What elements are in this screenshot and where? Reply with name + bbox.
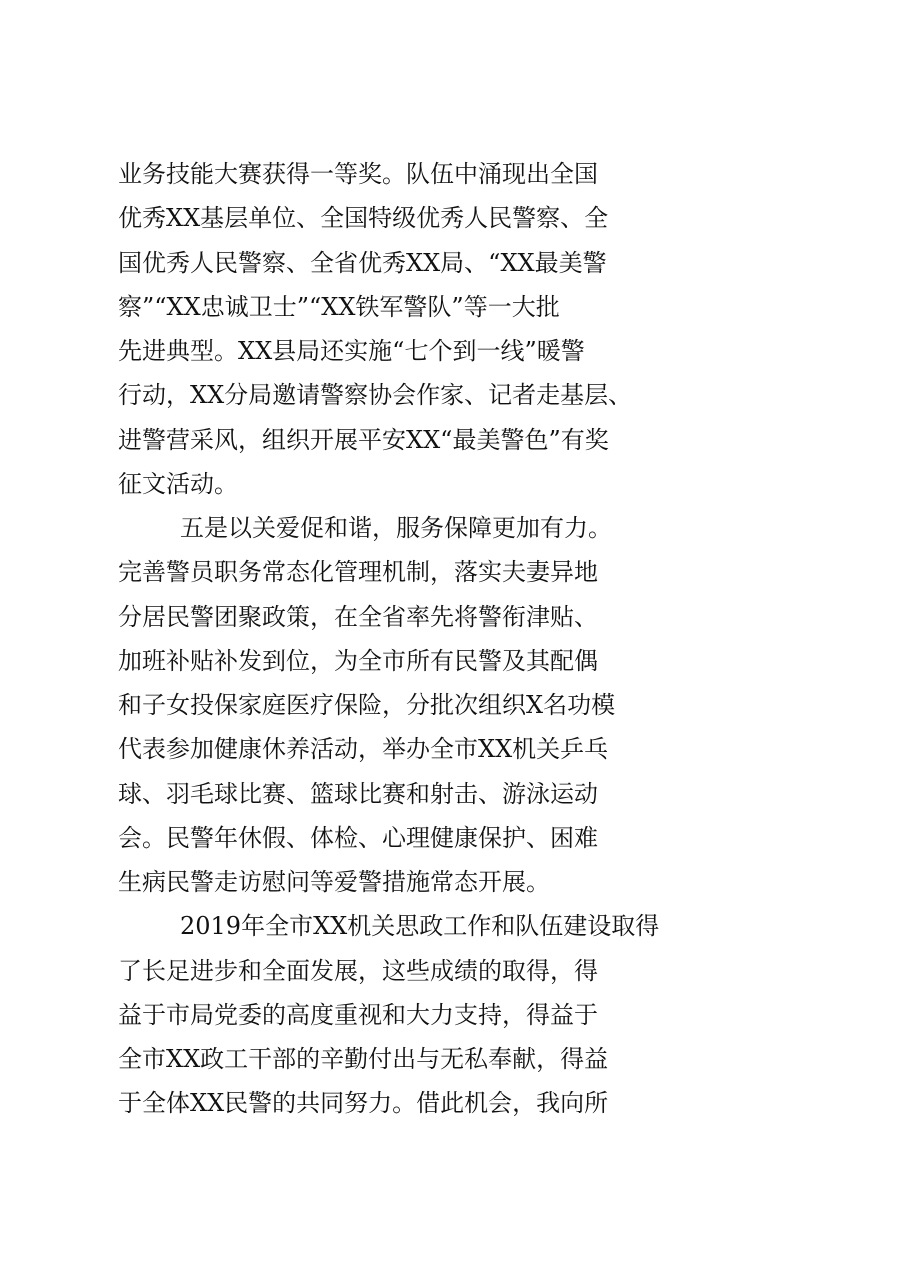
- text-line: 行动，XX分局邀请警察协会作家、记者走基层、: [118, 381, 633, 410]
- text-line: 代表参加健康休养活动，举办全市XX机关乒乓: [118, 735, 609, 764]
- text-line: 加班补贴补发到位，为全市所有民警及其配偶: [118, 646, 598, 675]
- text-line: 全市XX政工干部的辛勤付出与无私奉献，得益: [118, 1045, 609, 1073]
- text-line: 先进典型。XX县局还实施“七个到一线”暖警: [118, 337, 585, 365]
- text-line: 分居民警团聚政策，在全省率先将警衔津贴、: [118, 602, 598, 631]
- text-line: 会。民警年休假、体检、心理健康保护、困难: [118, 823, 598, 852]
- text-line: 五是以关爱促和谐，服务保障更加有力。: [180, 514, 612, 542]
- text-line: 2019年全市XX机关思政工作和队伍建设取得: [180, 912, 660, 941]
- text-line: 优秀XX基层单位、全国特级优秀人民警察、全: [118, 204, 609, 233]
- text-line: 进警营采风，组织开展平安XX“最美警色”有奖: [118, 425, 609, 454]
- text-line: 察”“XX忠诚卫士”“XX铁军警队”等一大批: [118, 292, 560, 321]
- text-line: 生病民警走访慰问等爱警措施常态开展。: [118, 868, 550, 896]
- text-line: 了长足进步和全面发展，这些成绩的取得，得: [118, 956, 598, 985]
- text-line: 益于市局党委的高度重视和大力支持，得益于: [118, 1000, 598, 1029]
- text-line: 业务技能大赛获得一等奖。队伍中涌现出全国: [118, 160, 598, 188]
- text-line: 球、羽毛球比赛、篮球比赛和射击、游泳运动: [118, 779, 598, 808]
- text-line: 国优秀人民警察、全省优秀XX局、“XX最美警: [118, 248, 607, 277]
- text-line: 完善警员职务常态化管理机制，落实夫妻异地: [118, 558, 598, 587]
- text-line: 和子女投保家庭医疗保险，分批次组织X名功模: [118, 691, 616, 719]
- text-line: 于全体XX民警的共同努力。借此机会，我向所: [118, 1089, 609, 1118]
- text-line: 征文活动。: [118, 469, 238, 498]
- document-body: [118, 152, 818, 1126]
